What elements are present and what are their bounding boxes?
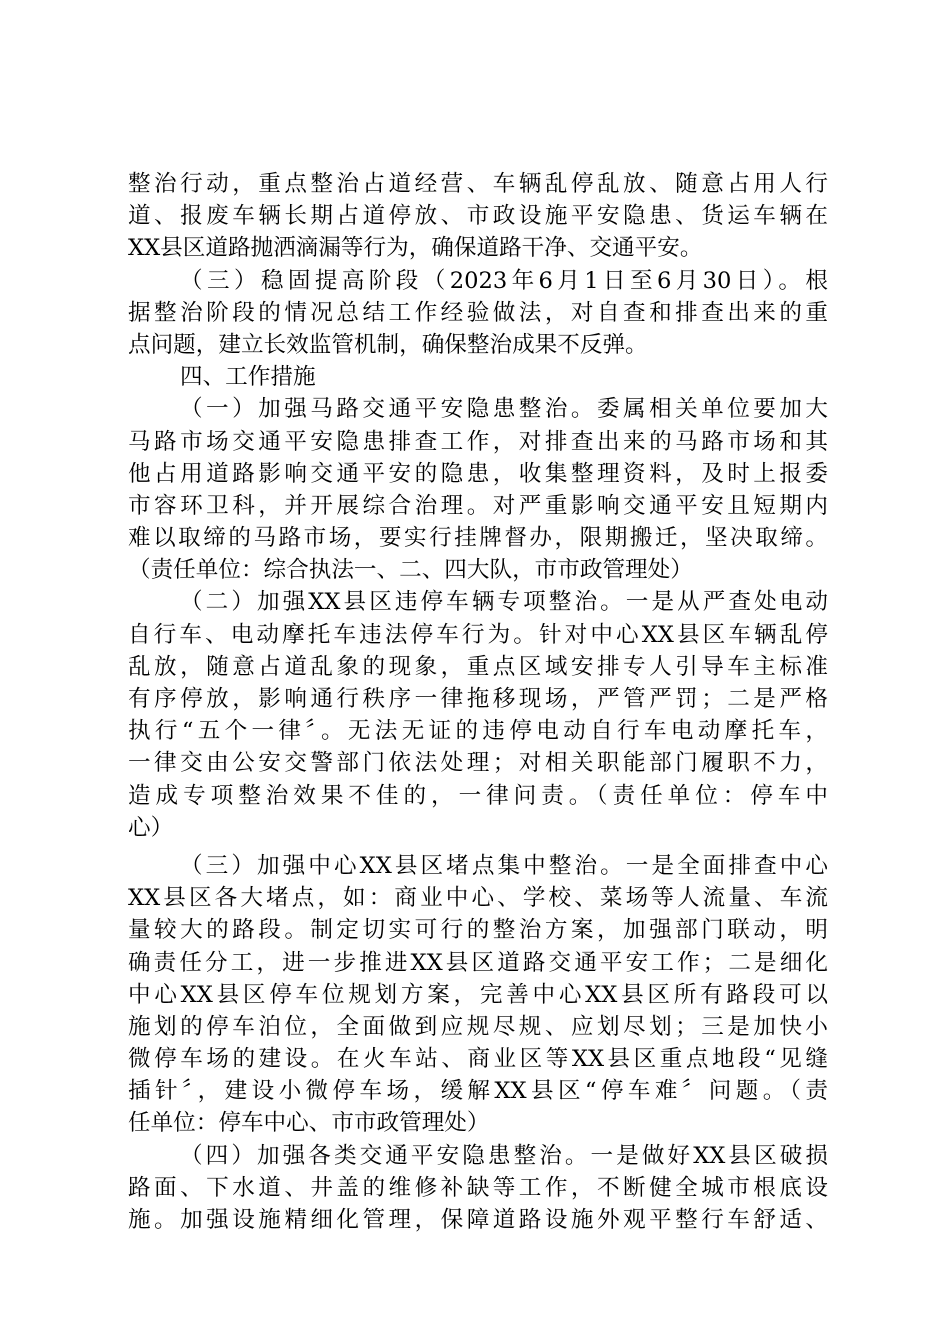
text-line: 心）	[128, 814, 174, 841]
text-line: XX县区各大堵点，如：商业中心、学校、菜场等人流量、车流	[128, 885, 828, 912]
text-line: 市容环卫科，并开展综合治理。对严重影响交通平安且短期内	[128, 492, 828, 519]
text-line: 有序停放，影响通行秩序一律拖移现场，严管严罚；二是严格	[128, 686, 828, 712]
text-line: 据整治阶段的情况总结工作经验做法，对自查和排查出来的重	[128, 299, 828, 326]
text-line: （三）加强中心XX县区堵点集中整治。一是全面排查中心	[180, 852, 828, 879]
document-body	[128, 168, 828, 1236]
text-line: （三）稳固提高阶段（2023年6月1日至6月30日）。根	[180, 267, 828, 294]
text-line: 马路市场交通平安隐患排查工作，对排查出来的马路市场和其	[128, 428, 828, 455]
text-line: 量较大的路段。制定切实可行的整治方案，加强部门联动，明	[128, 917, 828, 944]
text-line: 确责任分工，进一步推进XX县区道路交通平安工作；二是细化	[128, 949, 828, 976]
text-line: （四）加强各类交通平安隐患整治。一是做好XX县区破损	[180, 1142, 828, 1169]
text-line: 一律交由公安交警部门依法处理；对相关职能部门履职不力，	[128, 750, 828, 777]
text-line: 乱放，随意占道乱象的现象，重点区域安排专人引导车主标准	[128, 653, 828, 680]
text-line: （一）加强马路交通平安隐患整治。委属相关单位要加大	[180, 396, 828, 423]
section-heading: 四、工作措施	[180, 364, 316, 391]
text-line: 他占用道路影响交通平安的隐患，收集整理资料，及时上报委	[128, 460, 828, 487]
text-line: （责任单位：综合执法一、二、四大队，市市政管理处）	[128, 557, 693, 584]
text-line: 微停车场的建设。在火车站、商业区等XX县区重点地段“见缝	[128, 1046, 828, 1073]
text-line: XX县区道路抛洒滴漏等行为，确保道路干净、交通平安。	[128, 235, 703, 262]
text-line: 施划的停车泊位，全面做到应规尽规、应划尽划；三是加快小	[128, 1013, 828, 1040]
text-line: 道、报废车辆长期占道停放、市政设施平安隐患、货运车辆在	[128, 203, 828, 230]
text-line: （二）加强XX县区违停车辆专项整治。一是从严查处电动	[180, 589, 828, 616]
text-line: 执行“五个一律〞。无法无证的违停电动自行车电动摩托车，	[128, 718, 828, 745]
text-line: 造成专项整治效果不佳的，一律问责。（责任单位：停车中	[128, 782, 828, 809]
text-line: 中心XX县区停车位规划方案，完善中心XX县区所有路段可以	[128, 981, 828, 1008]
text-line: 插针〞，建设小微停车场，缓解XX县区“停车难〞问题。（责	[128, 1078, 828, 1105]
text-line: 难以取缔的马路市场，要实行挂牌督办，限期搬迁，坚决取缔。	[128, 525, 828, 552]
text-line: 点问题，建立长效监管机制，确保整治成果不反弹。	[128, 331, 648, 358]
text-line: 施。加强设施精细化管理，保障道路设施外观平整行车舒适、	[128, 1207, 828, 1233]
text-line: 自行车、电动摩托车违法停车行为。针对中心XX县区车辆乱停	[128, 621, 828, 648]
text-line: 路面、下水道、井盖的维修补缺等工作，不断健全城市根底设	[128, 1174, 828, 1201]
text-line: 整治行动，重点整治占道经营、车辆乱停乱放、随意占用人行	[128, 171, 828, 197]
text-line: 任单位：停车中心、市市政管理处）	[128, 1110, 490, 1137]
